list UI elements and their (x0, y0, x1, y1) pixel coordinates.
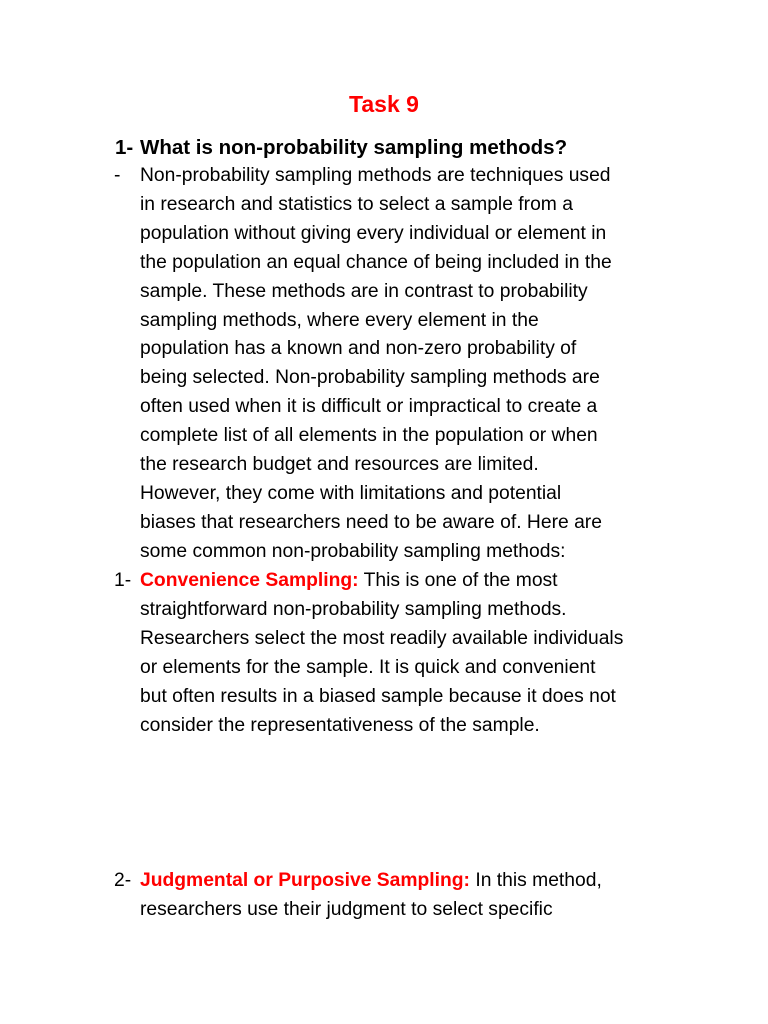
bullet-marker: - (114, 165, 121, 186)
method-number: 2- (114, 870, 132, 891)
method-name: Judgmental or Purposive Sampling: (140, 870, 470, 891)
question-text: What is non-probability sampling methods? (140, 136, 568, 159)
question-heading (115, 133, 715, 163)
method-description: In this method, researchers use their judgment to select specific (140, 870, 602, 920)
method-item-convenience (114, 567, 694, 740)
answer-paragraph (114, 162, 694, 567)
question-number: 1- (115, 136, 134, 159)
method-body (140, 867, 694, 925)
method-number: 1- (114, 570, 132, 591)
answer-text: Non-probability sampling methods are techniques used in research and statistics to select a sample from a population without giving every individual or element in the population an equal chance of being included in the sample. These methods are in contrast to probability sampling methods, where every element in the population has a known and non-zero probability of being selected. Non-probability sampling methods are often used when it is difficult or impractical to create a complete list of all elements in the population or when the research budget and resources are limited. However, they come with limitations and potential biases that researchers need to be aware of. Here are some common non-probability sampling methods: (140, 165, 612, 562)
method-name: Convenience Sampling: (140, 570, 359, 591)
method-body (140, 567, 694, 740)
method-description: This is one of the most straightforward non-probability sampling methods. Researchers select the most readily available individuals or elements for the sample. It is quick and convenient but often results in a biased sample because it does not consider the representativeness of the sample. (140, 570, 624, 736)
method-item-judgmental (114, 867, 694, 925)
page-title: Task 9 (349, 91, 419, 117)
